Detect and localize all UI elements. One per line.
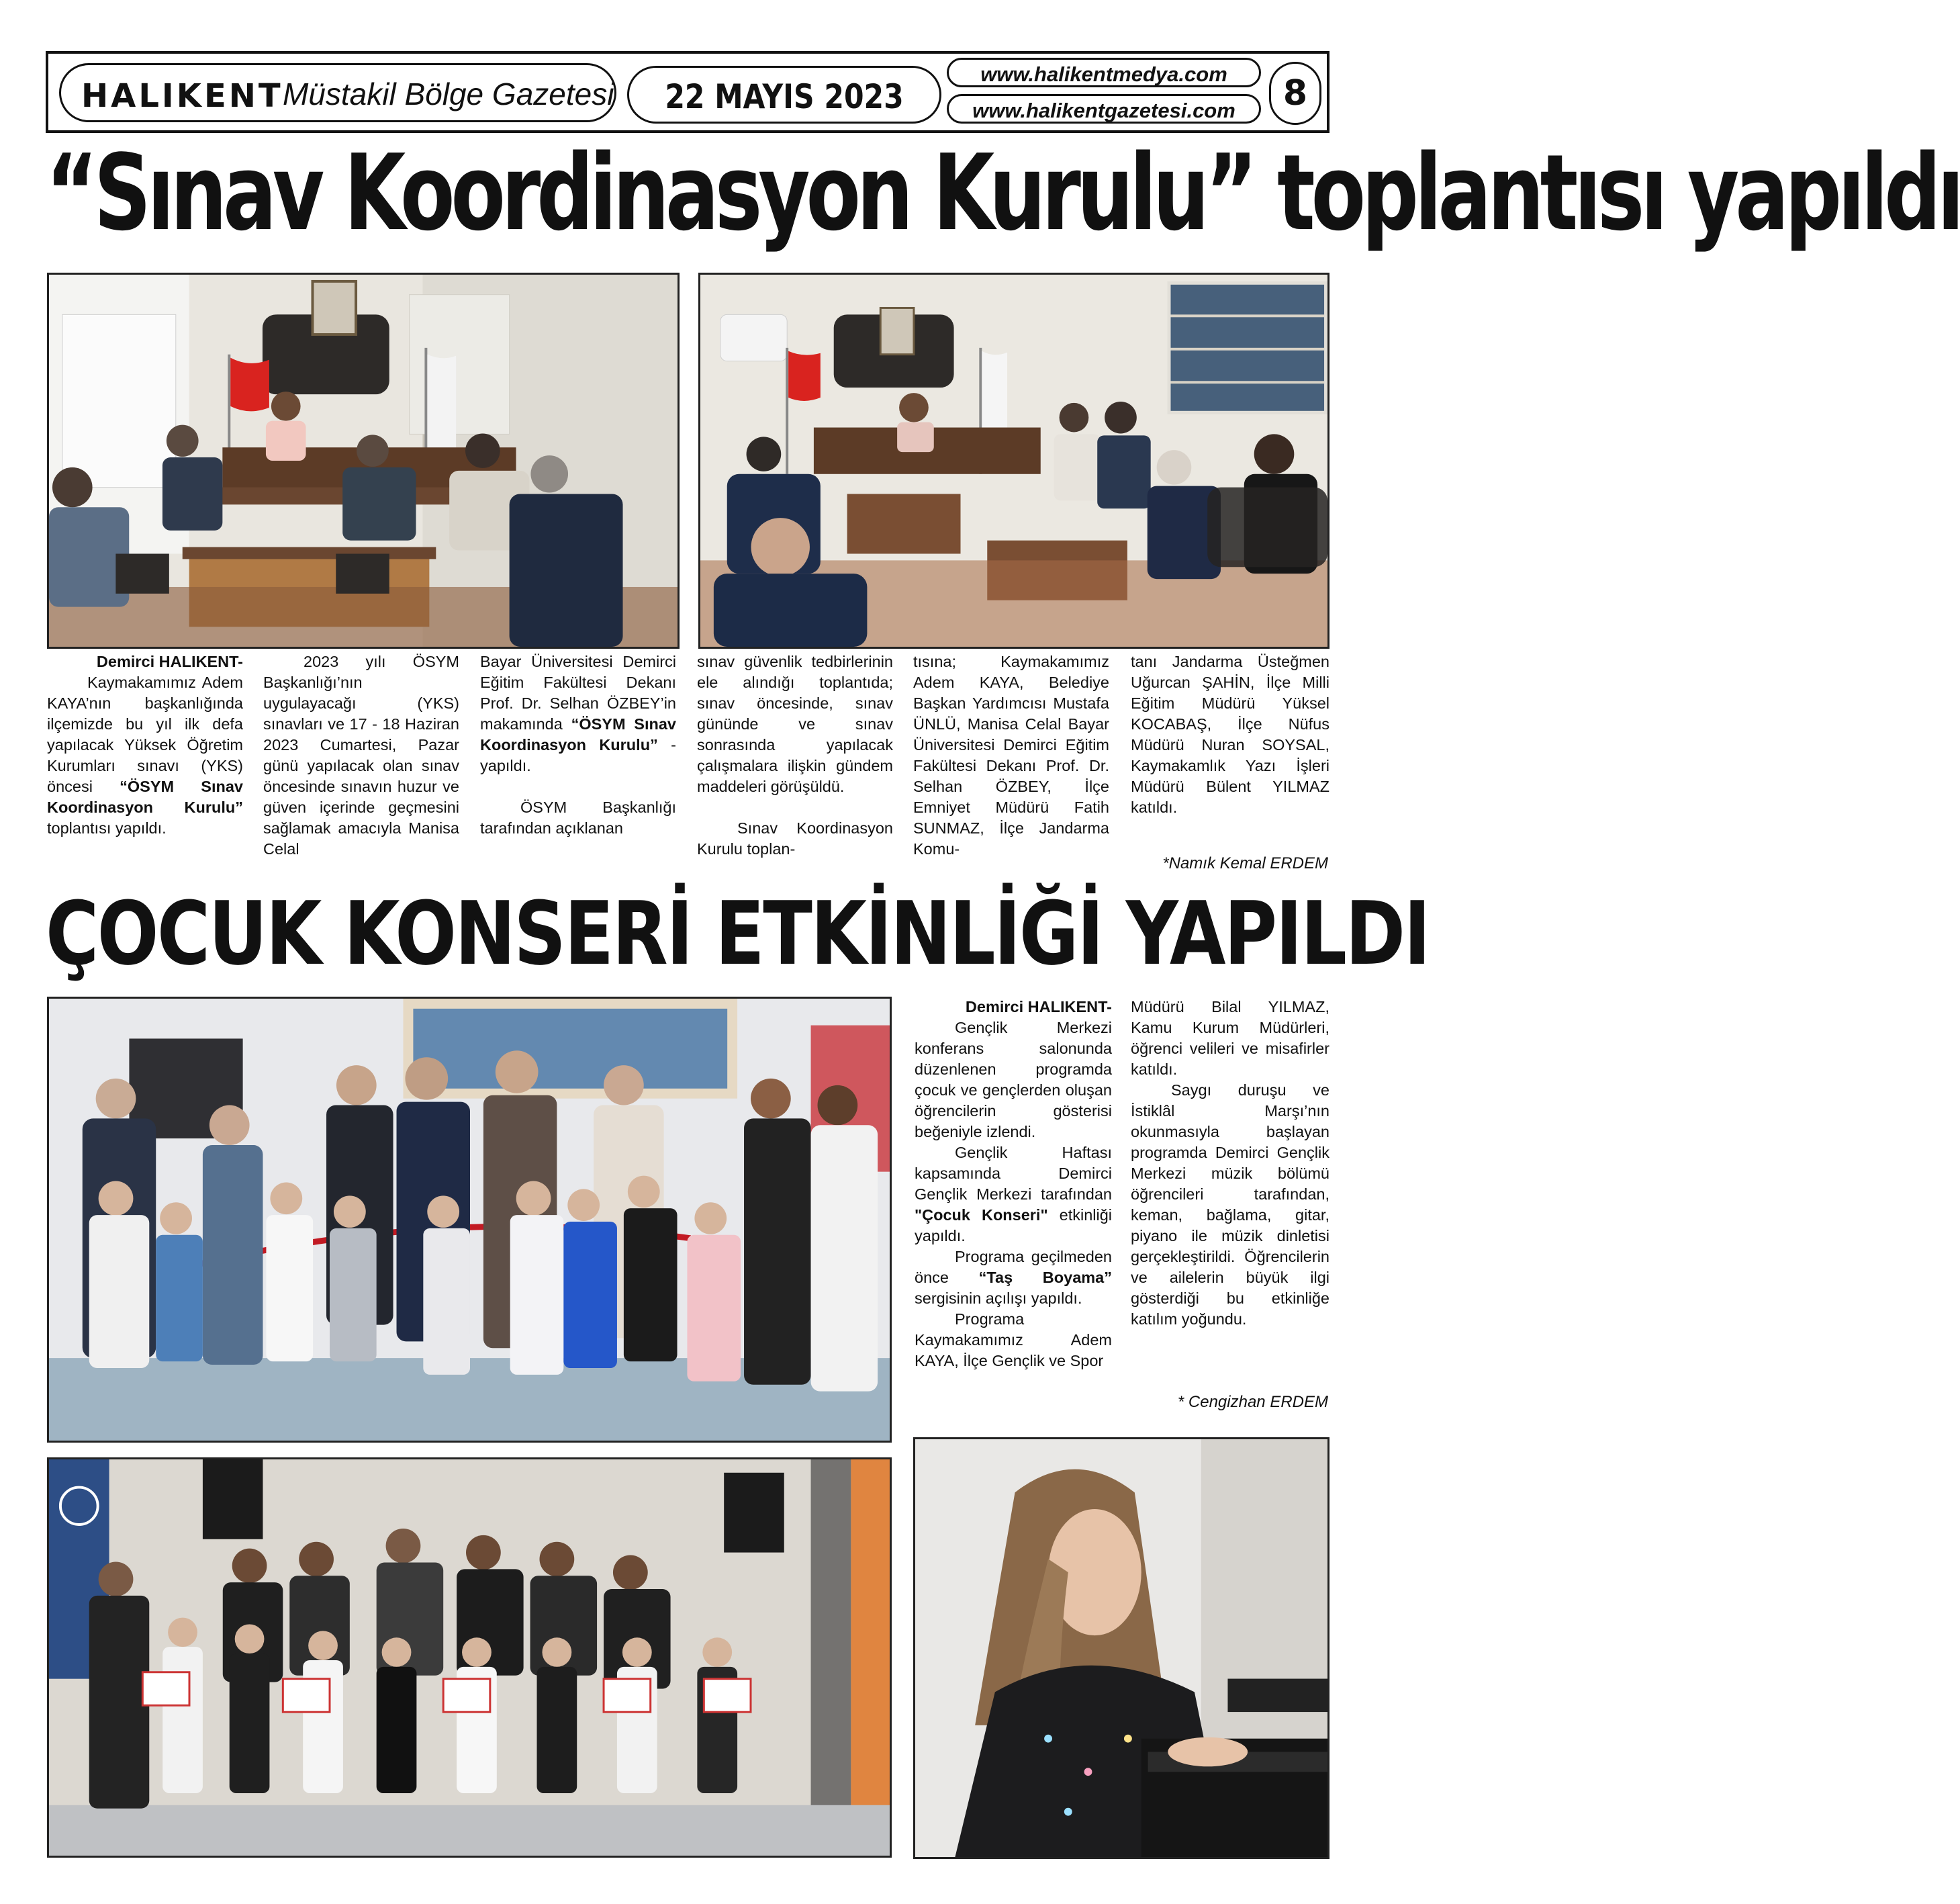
url-pill-2 [947, 94, 1261, 124]
article1-col1-text: Kaymakamımız Adem KAYA’nın başkanlığında ilçemizde bu yıl ilk defa yapılacak Yüksek Öğretim Kurumları sınavı (YKS) öncesi [47, 674, 243, 795]
article1-column-6 [1131, 651, 1329, 818]
article2-col1-para2-end: etkinliği yapıldı. [915, 1206, 1112, 1244]
article1-col3-bold: “ÖSYM Sınav Koordinasyon Kurulu” [480, 715, 676, 754]
article2-col1-para4: Programa Kaymakamımız Adem KAYA, İlçe Gençlik ve Spor [915, 1310, 1112, 1369]
article1-column-4 [697, 651, 893, 860]
article2-col1-para1: Gençlik Merkezi konferans salonunda düzenlenen programda çocuk ve gençlerden oluşan öğrencilerin gösterisi beğeniyle izlendi. [915, 1019, 1112, 1140]
brand-subtitle: Müstakil Bölge Gazetesi [283, 77, 614, 111]
article1-col1-end: toplantısı yapıldı. [47, 819, 167, 837]
article2-col1-para2: Gençlik Haftası kapsamında Demirci Gençlik Merkezi tarafından [915, 1144, 1112, 1203]
article1-dateline: Demirci HALIKENT- [96, 653, 243, 670]
article1-headline: “Sınav Koordinasyon Kurulu” toplantısı yapıldı [46, 132, 1960, 254]
article1-col4-end: Sınav Koordinasyon Kurulu toplan- [697, 819, 893, 858]
article2-col2-para2: Saygı duruşu ve İstiklâl Marşı’nın okunmasıyla başlayan programda Demirci Gençlik Merkezi müzik bölümü öğrencileri tarafından, keman, bağlama, gitar, piyano ile müzik dinletisi gerçekleştirildi. Öğrencilerin ve ailelerin büyük ilgi gösterdiği bu etkinliğe katılım yoğundu. [1131, 1081, 1329, 1328]
article2-col2-para1: Müdürü Bilal YILMAZ, Kamu Kurum Müdürleri, öğrenci velileri ve misafirler katıldı. [1131, 998, 1329, 1078]
article1-col4-text: sınav güvenlik tedbirlerinin ele alındığı toplantıda; sınav öncesinde, sınav gününde ve sınav sonrasında yapılacak çalışmalara ilişkin gündem maddeleri görüşüldü. [697, 653, 893, 795]
article2-column-1 [915, 997, 1112, 1371]
article2-col1-para3: Programa geçilmeden önce [915, 1248, 1112, 1286]
article2-col1-para3-end: sergisinin açılışı yapıldı. [915, 1289, 1082, 1307]
page-number-pill [1269, 62, 1321, 125]
article1-byline: *Namık Kemal ERDEM [1162, 854, 1328, 872]
website-url-1: www.halikentmedya.com [980, 62, 1227, 86]
page-number: 8 [1282, 73, 1308, 114]
article2-col1-bold1: "Çocuk Konseri" [915, 1206, 1048, 1224]
article1-column-1 [47, 651, 243, 839]
article1-column-5 [913, 651, 1109, 860]
article1-col6-text: tanı Jandarma Üsteğmen Uğurcan ŞAHİN, İlçe Milli Eğitim Müdürü Yüksel KOCABAŞ, İlçe Nüfus Müdürü Nuran SOYSAL, Kaymakamlık Yazı İşleri Müdürü Bülent YILMAZ katıldı. [1131, 653, 1329, 816]
article2-headline: ÇOCUK KONSERİ ETKİNLİĞİ YAPILDI [46, 882, 1430, 985]
article1-col3-end: ÖSYM Başkanlığı tarafından açıklanan [480, 799, 676, 837]
article2-dateline: Demirci HALIKENT- [965, 998, 1112, 1015]
article1-col1-bold: “ÖSYM Sınav Koordinasyon Kurulu” [47, 778, 243, 816]
ribbon-cutting-photo [47, 997, 892, 1443]
article1-column-3 [480, 651, 676, 839]
article1-col2-text: 2023 yılı ÖSYM Başkanlığı’nın uygulayacağı (YKS) sınavları ve 17 - 18 Haziran 2023 Cumartesi, Pazar günü yapılacak olan sınav öncesinde sınavın huzur ve güven içerinde geçmesini sağlamak amacıyla Manisa Celal [263, 653, 459, 858]
masthead [46, 51, 1329, 133]
meeting-photo-2 [698, 273, 1329, 649]
date-pill [627, 66, 941, 124]
article1-col3-text: Bayar Üniversitesi Demirci Eğitim Fakültesi Dekanı Prof. Dr. Selhan ÖZBEY’in makamında [480, 653, 676, 733]
group-certificates-photo [47, 1457, 892, 1858]
article1-col3-mid: - yapıldı. [480, 736, 676, 774]
meeting-photo-1 [47, 273, 680, 649]
brand-name: HALIKENT [81, 77, 283, 115]
brand-pill [59, 63, 616, 122]
article2-column-2 [1131, 997, 1329, 1330]
piano-student-photo [913, 1437, 1329, 1859]
article1-col5-text: tısına; Kaymakamımız Adem KAYA, Belediye Başkan Yardımcısı Mustafa ÜNLÜ, Manisa Celal Bayar Üniversitesi Demirci Eğitim Fakültesi Dekanı Prof. Dr. Selhan ÖZBEY, İlçe Emniyet Müdürü Fatih SUNMAZ, İlçe Jandarma Komu- [913, 653, 1109, 858]
article2-byline: * Cengizhan ERDEM [1177, 1393, 1328, 1411]
website-url-2: www.halikentgazetesi.com [972, 99, 1235, 122]
issue-date: 22 MAYIS 2023 [665, 77, 904, 116]
url-pill-1 [947, 58, 1261, 87]
article2-col1-bold2: “Taş Boyama” [978, 1269, 1112, 1286]
article1-column-2 [263, 651, 459, 860]
